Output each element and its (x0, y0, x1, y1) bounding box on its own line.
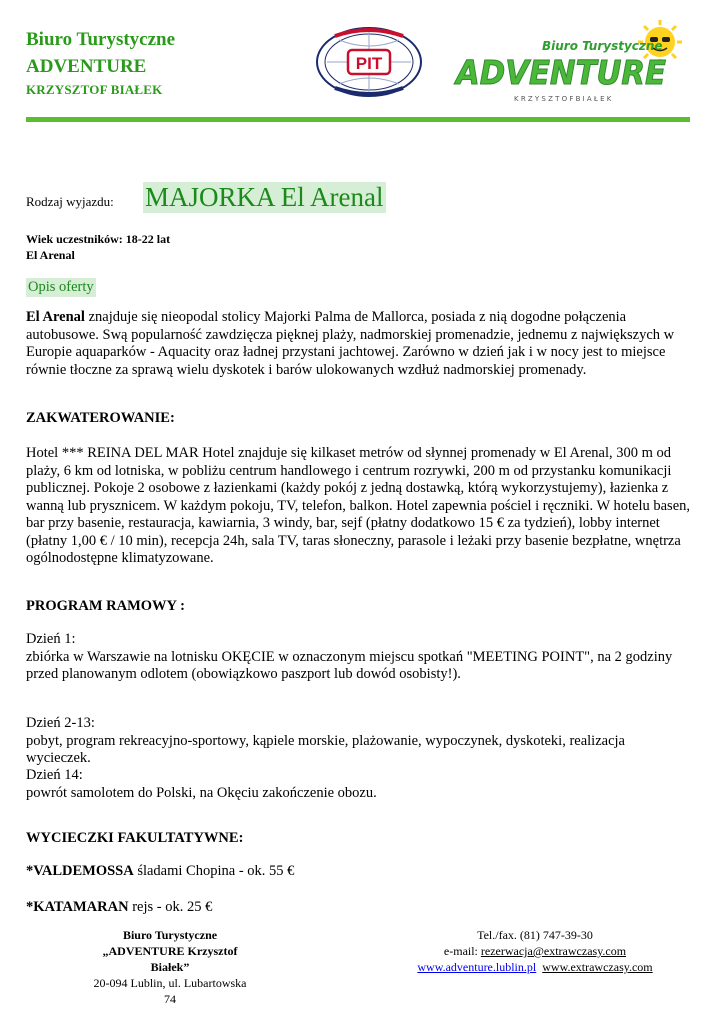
program-day-text: pobyt, program rekreacyjno-sportowy, kąpiele morskie, plażowanie, wypoczynek, dyskoteki, realizacja wycieczek. (26, 732, 625, 766)
program-day (26, 715, 691, 768)
excursion-name: *VALDEMOSSA (26, 863, 134, 879)
pit-logo-text: PIT (355, 54, 383, 73)
offer-lead: El Arenal (26, 309, 85, 325)
pit-logo (315, 26, 423, 98)
excursion-item (26, 863, 691, 881)
footer-site-link[interactable]: www.adventure.lublin.pl (417, 960, 537, 974)
company-line-2: ADVENTURE (26, 56, 147, 77)
footer-company: Biuro Turystyczne (122, 928, 218, 942)
offer-description (26, 309, 691, 379)
excursion-item (26, 899, 691, 917)
footer-email-label: e-mail: (443, 944, 481, 958)
footer-sites (410, 959, 660, 975)
age-range: Wiek uczestników: 18-22 lat (26, 232, 171, 246)
footer-address (90, 927, 250, 1007)
program-heading: PROGRAM RAMOWY : (26, 598, 185, 614)
footer-company-full: „ADVENTURE Krzysztof Białek” (102, 944, 238, 974)
program-day-text: powrót samolotem do Polski, na Okęciu zakończenie obozu. (26, 784, 377, 801)
excursions-heading: WYCIECZKI FAKULTATYWNE: (26, 830, 244, 846)
footer-street: 20-094 Lublin, ul. Lubartowska 74 (93, 976, 247, 1006)
adventure-logo-sub: K R Z Y S Z T O F B I A Ł E K (514, 95, 612, 103)
footer-phone: Tel./fax. (81) 747-39-30 (477, 928, 593, 942)
accommodation-heading: ZAKWATEROWANIE: (26, 410, 175, 426)
excursion-detail: śladami Chopina - ok. 55 € (133, 863, 295, 879)
program-day (26, 631, 691, 684)
offer-description-tag: Opis oferty (28, 279, 94, 295)
program-day-label: Dzień 14: (26, 767, 83, 783)
company-line-3: KRZYSZTOF BIAŁEK (26, 82, 163, 97)
offer-text: znajduje się nieopodal stolicy Majorki Palma de Mallorca, posiada z nią dogodne połączenia autobusowe. Swą popularność zawdzięcza pięknej plaży, nadmorskiej promenadzie, jednemu z największych w Europie aquaparków - Aquacity oraz ładnej przystani jachtowej. Zarówno w dzień jak i w nocy jest to miejsce równie tłoczne za sprawą wielu dyskotek i barów ulokowanych wzdłuż nadmorskiej promenady. (26, 309, 675, 378)
excursion-detail: rejs - ok. 25 € (128, 899, 213, 915)
footer-email-row (410, 943, 660, 959)
program-day (26, 767, 691, 802)
program-day-label: Dzień 1: (26, 631, 76, 647)
header-divider (26, 117, 690, 122)
age-location: El Arenal (26, 248, 75, 262)
excursion-name: *KATAMARAN (26, 899, 129, 915)
trip-type-label: Rodzaj wyjazdu: (26, 194, 114, 209)
adventure-logo-top: Biuro Turystyczne (542, 39, 663, 53)
trip-destination-title: MAJORKA El Arenal (145, 182, 384, 212)
footer-site-link[interactable]: www.extrawczasy.com (542, 960, 653, 974)
program-day-text: zbiórka w Warszawie na lotnisku OKĘCIE w oznaczonym miejscu spotkań "MEETING POINT", na 2 godziny przed planowanym odlotem (obowiązkowo paszport lub dowód osobisty!). (26, 648, 673, 682)
age-info (26, 231, 170, 263)
adventure-logo (452, 20, 690, 106)
program-day-label: Dzień 2-13: (26, 715, 95, 731)
company-line-1: Biuro Turystyczne (26, 29, 176, 50)
footer-contact (410, 927, 660, 975)
adventure-logo-main: ADVENTURE (453, 53, 667, 92)
footer-email-link[interactable]: rezerwacja@extrawczasy.com (480, 944, 627, 958)
company-name-block (26, 26, 175, 100)
accommodation-text: Hotel *** REINA DEL MAR Hotel znajduje się kilkaset metrów od słynnej promenady w El Arenal, 300 m od plaży, 6 km od lotniska, w pobliżu centrum handlowego i centrum rozrywki, 200 m od przystanku komunikacji publicznej. Pokoje 2 osobowe z łazienkami (każdy pokój z jedną dostawką, którą wykorzystujemy), łazienka z wanną lub prysznicem. W każdym pokoju, TV, telefon, balkon. Hotel zapewnia pościel i ręczniki. W hotelu basen, bar przy basenie, restauracja, kawiarnia, 3 windy, bar, sejf (płatny dodatkowo 15 € za tydzień), lobby internet (płatny 1,00 € / 10 min), recepcja 24h, sala TV, taras słoneczny, parasole i leżaki przy basenie bezpłatne, wnętrza ogólnodostępne klimatyzowane. (26, 445, 691, 566)
